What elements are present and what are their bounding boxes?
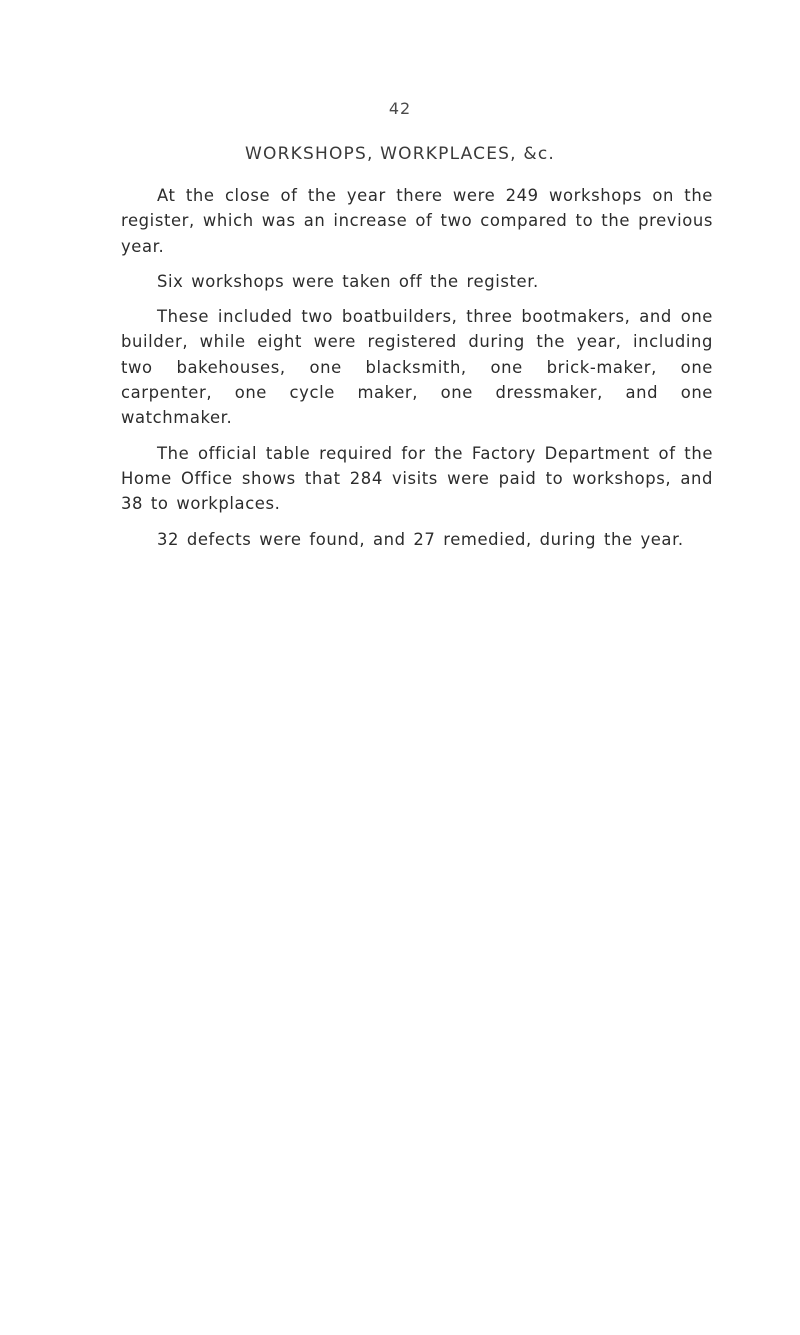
- body-text: [121, 183, 713, 562]
- paragraph-workshop-count: At the close of the year there were 249 workshops on the register, which was an increase of two compared to the previous year.: [121, 186, 713, 256]
- paragraph-trades: These included two boatbuilders, three bootmakers, and one builder, while eight were registered during the year, including two bakehouses, one blacksmith, one brick-maker, one carpenter, one cycle maker, one dressmaker, and one watchmaker.: [121, 307, 713, 428]
- page-number: 42: [388, 99, 412, 118]
- section-heading: WORKSHOPS, WORKPLACES, &c.: [245, 144, 555, 164]
- paragraph-removed: Six workshops were taken off the register.: [157, 271, 539, 291]
- paragraph-defects: 32 defects were found, and 27 remedied, during the year.: [157, 529, 684, 549]
- paragraph-visits: The official table required for the Factory Department of the Home Office shows that 284 visits were paid to workshops, and 38 to workplaces.: [121, 443, 713, 514]
